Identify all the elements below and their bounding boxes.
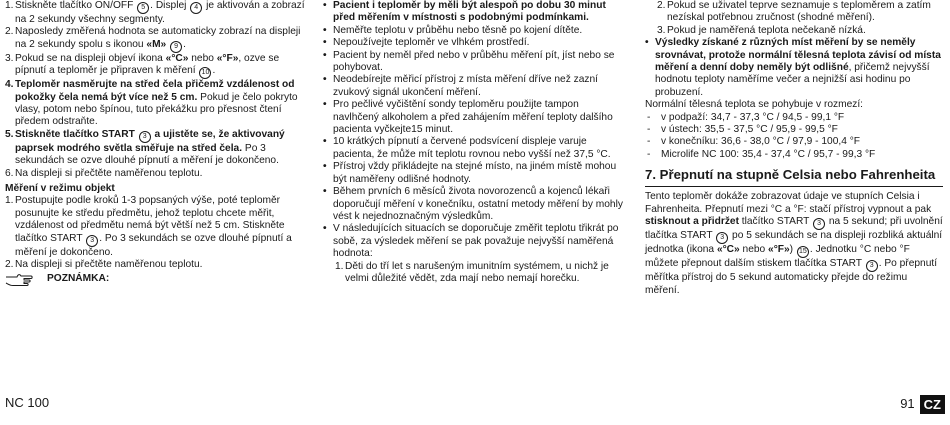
object-step-2: 2. Na displeji si přečtěte naměřenou teplotu. [5, 259, 203, 271]
range-item: - v ústech: 35,5 - 37,5 °C / 95,9 - 99,5 °F [647, 124, 838, 136]
ref-number-icon: 5 [137, 2, 149, 14]
memory-icon: «M» [146, 38, 167, 50]
precautions-list [323, 0, 623, 261]
column-right [645, 0, 943, 297]
ref-number-icon: 3 [813, 218, 825, 230]
range-item: - Microlife NC 100: 35,4 - 37,4 °C / 95,7 - 99,3 °F [647, 148, 876, 160]
precaution-item: • Nepoužívejte teploměr ve vlhkém prostředí. [323, 37, 530, 49]
precaution-item: • 10 krátkých pípnutí a červené podsvícení displeje varuje pacienta, že může mít teplotu rovnou nebo vyšší než 37,5 °C. [323, 136, 611, 160]
step-5: 5. Stiskněte tlačítko START 3 a ujistěte se, že aktivovaný paprsek modrého světla směřuje na střed čela. Po 3 sekundách se ozve dlouhé pípnutí a měření je dokončeno. [5, 128, 285, 167]
precaution-item: • Neodebírejte měřicí přístroj z místa měření dříve než zazní zvukový signál ukončení měření. [323, 74, 598, 98]
normal-range-intro: Normální tělesná teplota se pohybuje v rozmezí: [645, 99, 864, 111]
object-step-1: 1. Postupujte podle kroků 1-3 popsaných výše, poté teploměr posunujte ke středu předmětu, jehož teplotu chcete měřit, vzdálenost od předmětu nemá být větší než 5 cm. Stiskněte tlačítko START 3 . Po 3 sekundách se ozve dlouhé pípnutí a měření je dokončeno. [5, 195, 292, 258]
precaution-item: • Pacient by neměl před nebo v průběhu měření pít, jíst nebo se pohybovat. [323, 49, 615, 74]
column-left [5, 0, 305, 286]
temperature-ranges [645, 112, 943, 162]
situation-item-3: 3. Pokud je naměřená teplota nečekaně nízká. [657, 24, 866, 36]
step-2: 2. Naposledy změřená hodnota se automaticky zobrazí na displeji na 2 sekundy spolu s ikonou «M» 9 . [5, 26, 305, 52]
ref-number-icon: 3 [86, 235, 98, 247]
fahrenheit-icon: «°F» [768, 244, 790, 256]
page-number: 91 [900, 396, 915, 412]
situation-item-2: 2. Pokud se uživatel teprve seznamuje s teploměrem a zatím nezískal potřebnou zručnost (shodné měření). [657, 0, 931, 24]
note-label: POZNÁMKA: [47, 272, 110, 284]
ref-number-icon: 10 [199, 67, 211, 79]
comparison-note: • Výsledky získané z různých míst měření by se neměly srovnávat, protože normální tělesná teplota závisí od místa měření a denní doby neměly být odlišné, přičemž nejvyšší hodnotu teploty naměříme večer a nejnižší asi hodinu po probuzení. [645, 37, 941, 98]
object-mode-heading: Měření v režimu objekt [5, 183, 115, 195]
ref-number-icon: 3 [139, 131, 151, 143]
precaution-item: • Neměřte teplotu v průběhu nebo těsně po kojení dítěte. [323, 24, 583, 36]
model-name: NC 100 [5, 395, 50, 410]
step-4: 4. Teploměr nasměrujte na střed čela přičemž vzdálenost od pokožky čela nemá být více než 5 cm. Pokud je čelo pokryto vlasy, potom nebo špínou, tuto překážku pro přesnost čtení předem odstraňte. [5, 79, 298, 128]
measurement-steps [5, 0, 305, 180]
step-6: 6. Na displeji si přečtěte naměřenou teplotu. [5, 167, 203, 179]
ref-number-icon: 3 [866, 260, 878, 272]
range-item: - v konečníku: 36,6 - 38,0 °C / 97,9 - 100,4 °F [647, 136, 860, 148]
situation-item-1: 1. Děti do tří let s narušeným imunitním systémem, u nichž je velmi důležité vědět, zda mají nebo nemají horečku. [335, 260, 609, 284]
range-item: - v podpaží: 34,7 - 37,3 °C / 94,5 - 99,1 °F [647, 111, 845, 123]
ref-number-icon: 15 [797, 246, 809, 258]
language-badge: CZ [920, 395, 945, 414]
step-1: 1. Stiskněte tlačítko ON/OFF 5 . Displej 4 je aktivován a zobrazí na 2 sekundy všechny segmenty. [5, 0, 305, 25]
page-footer [900, 395, 945, 414]
precaution-item: • Během prvních 6 měsíců života novorozenců a kojenců lékaři doporučují měření v konečníku, ostatní metody měření by mohly vést k nejednoznačným výsledkům. [323, 186, 623, 222]
note-block [5, 273, 305, 286]
celsius-icon: «°C» [165, 52, 189, 64]
column-middle [323, 0, 623, 285]
fahrenheit-icon: «°F» [216, 52, 239, 64]
ref-number-icon: 9 [170, 41, 182, 53]
ref-number-icon: 3 [716, 232, 728, 244]
object-mode-steps [5, 195, 305, 271]
section-body: Tento teploměr dokáže zobrazovat údaje ve stupních Celsia i Fahrenheita. Přepnutí mezi °C a °F: stačí přístroj vypnout a pak stisknout a přidržet tlačítko START 3 na 5 sekund; při uvolnění tlačítka START 3 po 5 sekundách se na displeji rozbliká aktuální jednotka (ikona «°C» nebo «°F») 15 . Jednotku °C nebo °F můžete přepnout dalším stiskem tlačítka START 3 . Po přepnutí měřítka přístroj do 5 sekund automaticky přejde do režimu měření. [645, 191, 943, 296]
celsius-icon: «°C» [716, 244, 740, 256]
precaution-item: • Pro pečlivé vyčištění sondy teploměru použijte tampon navlhčený alkoholem a před zahájením měření teploty dalšího pacienta vyčkejte15 minut. [323, 99, 613, 136]
precaution-item: • Pacient i teploměr by měli být alespoň po dobu 30 minut před měřením v místnosti s podobnými podmínkami. [323, 0, 606, 24]
ref-number-icon: 4 [190, 2, 202, 14]
pointing-hand-icon [5, 273, 33, 286]
section-heading: 7. Přepnutí na stupně Celsia nebo Fahrenheita [645, 167, 943, 187]
precaution-item: • V následujících situacích se doporučuje změřit teplotu třikrát po sobě, za výsledek měření se pak považuje nejvyšší naměřená hodnota: [323, 223, 619, 260]
precaution-item: • Přístroj vždy přikládejte na stejné místo, na jiném místě mohou být naměřeny odlišné hodnoty. [323, 161, 617, 185]
step-3: 3. Pokud se na displeji objeví ikona «°C» nebo «°F», ozve se pípnutí a teploměr je připraven k měření 10 . [5, 53, 305, 79]
